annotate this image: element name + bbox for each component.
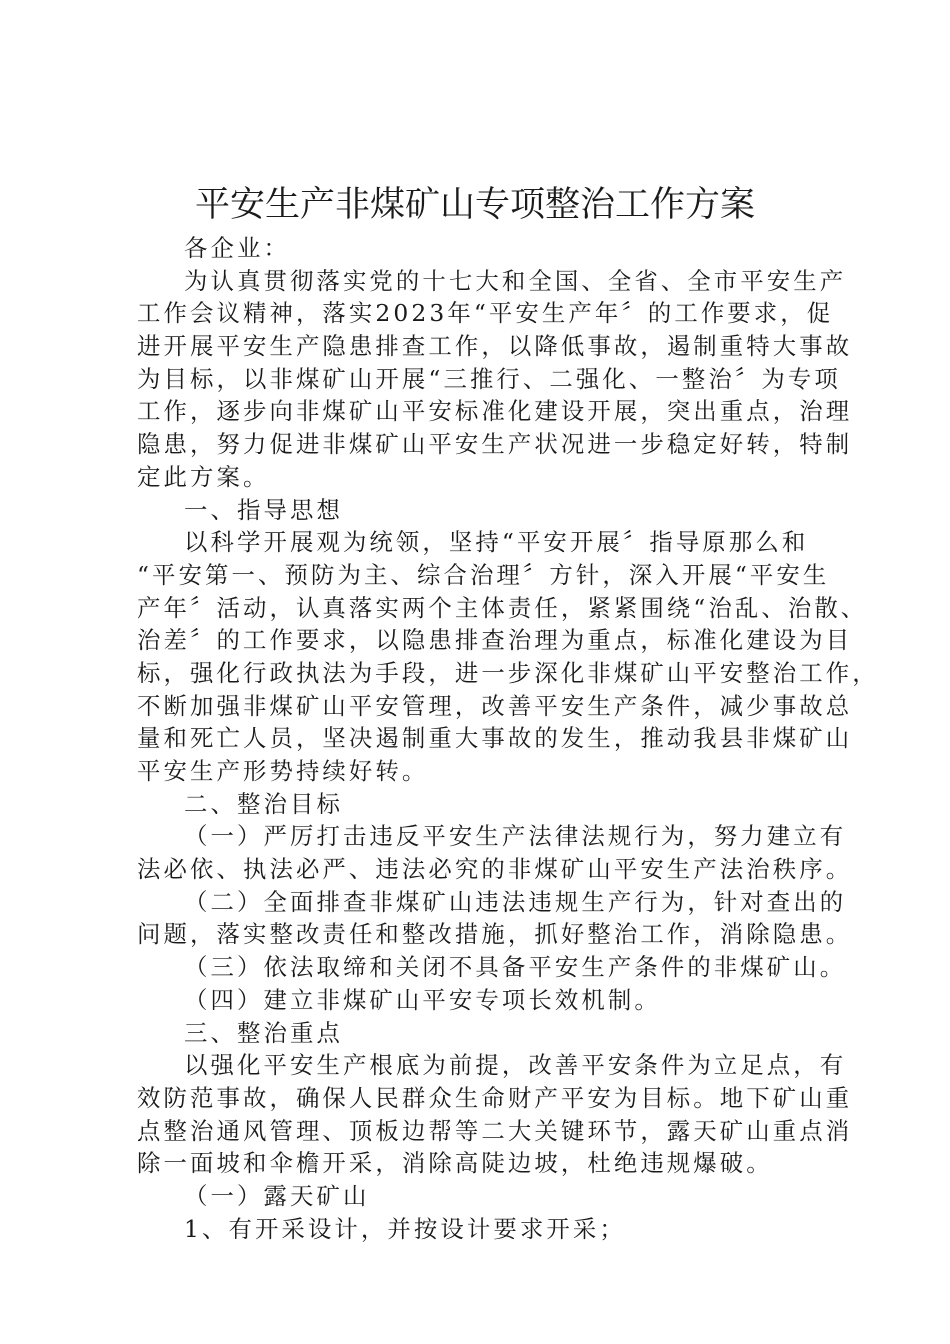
paragraph-line: “平安第一、预防为主、综合治理〞方针，深入开展“平安生 [137,560,830,589]
subsection-heading: （一）露天矿山 [184,1181,370,1210]
paragraph-line: 工作，逐步向非煤矿山平安标准化建设开展，突出重点，治理 [137,397,853,426]
list-item: （一）严厉打击违反平安生产法律法规行为，努力建立有 [184,822,847,851]
paragraph-line: 治差〞的工作要求，以隐患排查治理为重点，标准化建设为目 [137,626,853,655]
salutation: 各企业： [184,234,290,262]
list-item: （四）建立非煤矿山平安专项长效机制。 [184,985,661,1014]
list-item: （二）全面排查非煤矿山违法违规生产行为，针对查出的 [184,887,847,916]
paragraph-line: 不断加强非煤矿山平安管理，改善平安生产条件，减少事故总 [137,691,853,720]
paragraph-line: 平安生产形势持续好转。 [137,757,429,785]
paragraph-line: 为目标，以非煤矿山开展“三推行、二强化、一整治〞为专项 [137,364,841,393]
paragraph-line: 为认真贯彻落实党的十七大和全国、全省、全市平安生产 [184,266,847,295]
section-heading: 三、整治重点 [184,1018,343,1047]
paragraph-line: 工作会议精神，落实2023年“平安生产年〞的工作要求，促 [137,299,834,328]
paragraph-line: 法必依、执法必严、违法必究的非煤矿山平安生产法治秩序。 [137,855,853,884]
section-heading: 二、整治目标 [184,789,343,818]
paragraph-line: 量和死亡人员，坚决遏制重大事故的发生，推动我县非煤矿山 [137,724,853,753]
paragraph-line: 点整治通风管理、顶板边帮等二大关键环节，露天矿山重点消 [137,1116,853,1145]
paragraph-line: 定此方案。 [137,462,270,491]
paragraph-line: 效防范事故，确保人民群众生命财产平安为目标。地下矿山重 [137,1083,853,1112]
paragraph-line: 问题，落实整改责任和整改措施，抓好整治工作，消除隐患。 [137,920,853,949]
paragraph-line: 隐患，努力促进非煤矿山平安生产状况进一步稳定好转，特制 [137,430,853,459]
paragraph-line: 标，强化行政执法为手段，进一步深化非煤矿山平安整治工作， [137,658,879,687]
paragraph-line: 除一面坡和伞檐开采，消除高陡边坡，杜绝违规爆破。 [137,1149,773,1178]
section-heading: 一、指导思想 [184,495,343,524]
paragraph-line: 以强化平安生产根底为前提，改善平安条件为立足点，有 [184,1051,847,1080]
document-body [137,232,879,1245]
list-item: （三）依法取缔和关闭不具备平安生产条件的非煤矿山。 [184,953,847,982]
paragraph-line: 进开展平安生产隐患排查工作，以降低事故，遏制重特大事故 [137,332,853,361]
document-title: 平安生产非煤矿山专项整治工作方案 [194,185,755,225]
list-item: 1、有开采设计，并按设计要求开采； [184,1214,626,1243]
paragraph-line: 以科学开展观为统领，坚持“平安开展〞指导原那么和 [184,528,809,557]
paragraph-line: 产年〞活动，认真落实两个主体责任，紧紧围绕“治乱、治散、 [137,593,868,622]
